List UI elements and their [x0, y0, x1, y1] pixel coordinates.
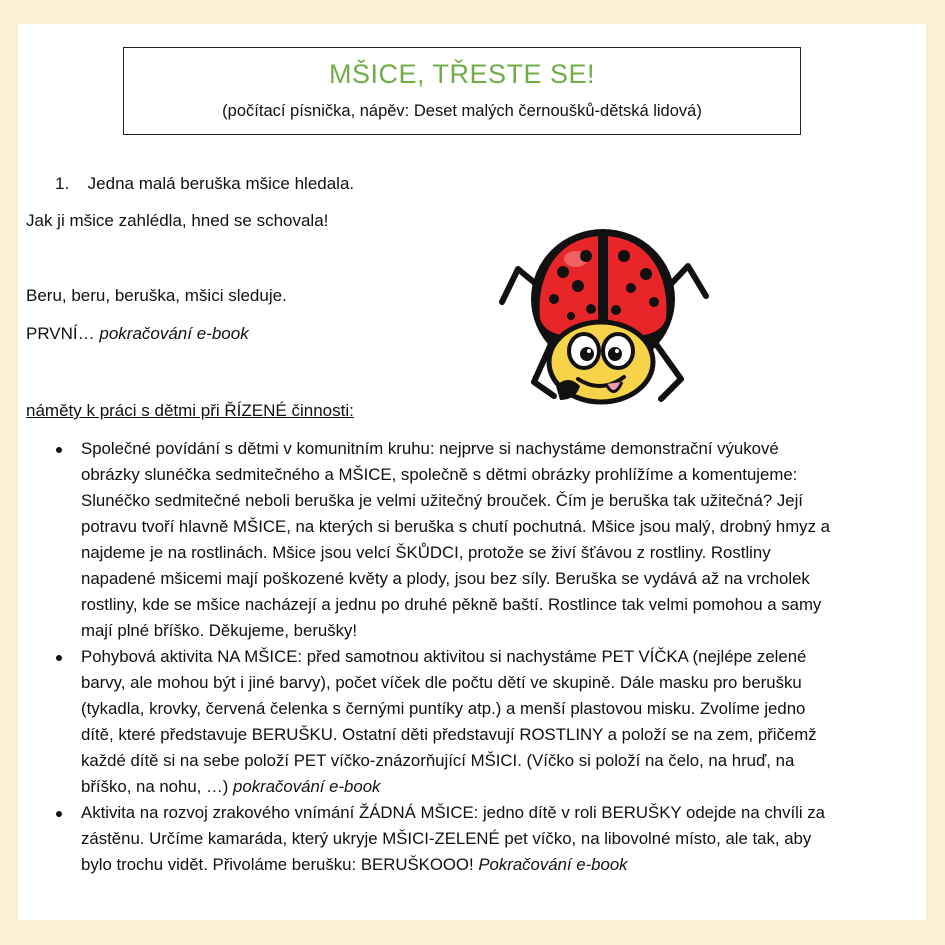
title-box — [123, 47, 801, 135]
list-item-text: Aktivita na rozvoj zrakového vnímání ŽÁDNÁ MŠICE: jedno dítě v roli BERUŠKY odejde na chvíli za zástěnu. Určíme kamaráda, který ukryje MŠICI-ZELENÉ pet víčko, na libovolné místo, ale tak, aby bylo trochu vidět. Přivoláme berušku: BERUŠKOOO! — [81, 803, 825, 874]
list-item-text: Společné povídání s dětmi v komunitním kruhu: nejprve si nachystáme demonstrační výukové obrázky slunéčka sedmitečného a MŠICE, společně s dětmi obrázky prohlížíme a komentujeme: Slunéčko sedmitečné neboli beruška je velmi užitečný brouček. Čím je beruška tak užitečná? Její potravu tvoří hlavně MŠICE, na kterých si beruška s chutí pochutná. Mšice jsou malý, drobný hmyz a najdeme je na rostlinách. Mšice jsou velcí ŠKŮDCI, protože se živí šťávou z rostliny. Rostliny napadené mšicemi mají poškozené květy a plody, jsou bez síly. Beruška se vydává až na vrcholek rostliny, kde se mšice nacházejí a jednu po druhé pěkně baští. Rostlince tak velmi pomohou a samy mají plné bříško. Děkujeme, berušky! — [81, 439, 830, 640]
list-item — [81, 800, 841, 878]
ebook-link-text: pokračování e-book — [233, 777, 381, 796]
ebook-link-text: Pokračování e-book — [478, 855, 628, 874]
bullet-icon — [56, 447, 62, 453]
ladybug-illustration — [496, 214, 711, 409]
song-line-3: Beru, beru, beruška, mšici sleduje. — [26, 286, 287, 305]
document-page — [18, 24, 926, 920]
bullet-icon — [56, 655, 62, 661]
song-line-2: Jak ji mšice zahlédla, hned se schovala! — [26, 211, 329, 230]
song-line-4-prefix: PRVNÍ… — [26, 324, 100, 343]
list-item — [81, 644, 841, 800]
list-item-text: Pohybová aktivita NA MŠICE: před samotnou aktivitou si nachystáme PET VÍČKA (nejlépe zelené barvy, ale mohou být i jiné barvy), počet víček dle počtu dětí ve skupině. Dále masku pro berušku (tykadla, krovky, červená čelenka s černými puntíky atp.) a menší plastovou misku. Zvolíme jedno dítě, které představuje BERUŠKU. Ostatní děti představují ROSTLINY a položí se na zem, přičemž každé dítě si na sebe položí PET víčko-znázorňující MŠICI. (Víčko si položí na čelo, na hruď, na bříško, na nohu, …) — [81, 647, 817, 796]
page-subtitle: (počítací písnička, nápěv: Deset malých černoušků-dětská lidová) — [222, 102, 702, 120]
song-line-4 — [26, 321, 249, 347]
page-title: MŠICE, TŘESTE SE! — [328, 59, 596, 89]
section-heading: náměty k práci s dětmi při ŘÍZENÉ činnosti: — [26, 401, 354, 420]
list-item — [81, 436, 841, 644]
activity-list — [81, 436, 841, 878]
song-line-1-text: Jedna malá beruška mšice hledala. — [87, 174, 355, 193]
list-number: 1. — [55, 174, 70, 193]
bullet-icon — [56, 811, 62, 817]
ebook-link-text: pokračování e-book — [99, 324, 249, 343]
song-line-1 — [55, 171, 354, 197]
